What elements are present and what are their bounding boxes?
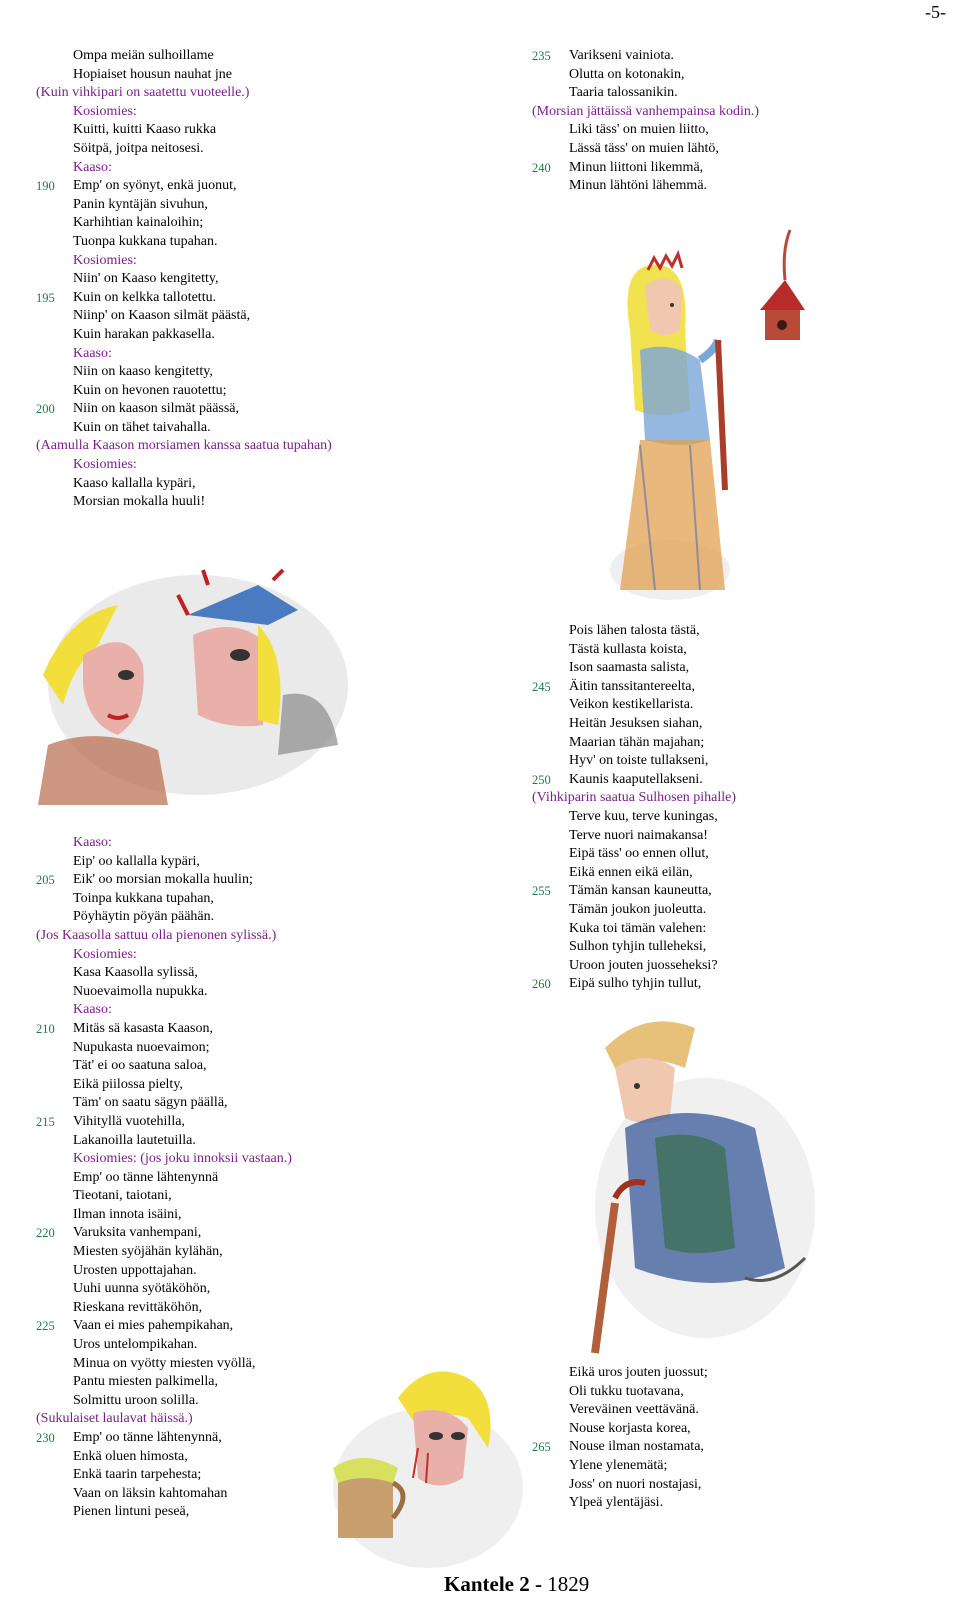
verse-text: Miesten syöjähän kylähän, (73, 1244, 223, 1260)
verse-text: Enkä taarin tarpehesta; (73, 1467, 202, 1483)
verse-text: Rieskana revittäköhön, (73, 1299, 203, 1315)
verse-text: Enkä oluen himosta, (73, 1448, 188, 1464)
verse-text: Eipä sulho tyhjin tullut, (569, 976, 702, 992)
verse-text: Lakanoilla lautetuilla. (73, 1132, 196, 1148)
stage-direction: (Morsian jättäissä vanhempainsa kodin.) (532, 103, 760, 119)
illustration-woman-with-birdhouse (560, 210, 810, 610)
line-number: 250 (532, 772, 551, 787)
verse-text: Tät' ei oo saatuna saloa, (73, 1058, 207, 1074)
stage-direction: (Sukulaiset laulavat häissä.) (36, 1411, 193, 1427)
verse-text: Kuin harakan pakkasella. (73, 326, 215, 342)
verse-text: Emp' on syönyt, enkä juonut, (73, 178, 237, 194)
verse-text: Tämän kansan kauneutta, (569, 883, 712, 899)
verse-text: Emp' oo tänne lähtenynnä (73, 1169, 219, 1185)
verse-text: Eikä uros jouten juossut; (569, 1365, 708, 1380)
verse-text: Tieotani, taiotani, (73, 1188, 172, 1204)
verse-text: Eik' oo morsian mokalla huulin; (73, 872, 253, 888)
verse-text: Nupukasta nuoevaimon; (73, 1039, 210, 1055)
line-number: 225 (36, 1319, 55, 1334)
line-number: 245 (532, 679, 551, 694)
line-number: 200 (36, 402, 55, 417)
line-number: 190 (36, 179, 55, 194)
speaker-label: Kosiomies: (73, 252, 137, 268)
verse-text: Vaan on läksin kahtomahan (73, 1485, 228, 1501)
verse-text: Eikä ennen eikä eilän, (569, 864, 693, 880)
line-number: 240 (532, 160, 551, 175)
speaker-label: Kosiomies: (jos joku innoksii vastaan.) (73, 1151, 292, 1167)
verse-text: Hopiaiset housun nauhat jne (73, 66, 233, 82)
verse-text: Mitäs sä kasasta Kaason, (73, 1020, 213, 1036)
speaker-label: Kaaso: (73, 835, 112, 850)
illustration-woman-with-mug (328, 1358, 528, 1568)
verse-text: Nouse ilman nostamata, (569, 1439, 704, 1455)
footer-book-title: Kantele 2 (444, 1572, 530, 1596)
verse-text: Panin kyntäjän sivuhun, (73, 196, 208, 212)
verse-text: Ylpeä ylentäjäsi. (569, 1495, 664, 1511)
stage-direction: (Jos Kaasolla sattuu olla pienonen sylissä.) (36, 927, 277, 943)
footer-year: 1829 (547, 1572, 590, 1596)
verse-text: Olutta on kotonakin, (569, 66, 685, 82)
verse-text: Varikseni vainiota. (569, 48, 674, 63)
line-number: 215 (36, 1114, 55, 1129)
page-number: -5- (925, 2, 946, 22)
verse-text: Ilman innota isäini, (73, 1206, 182, 1222)
speaker-label: Kosiomies: (73, 457, 137, 473)
stage-direction: (Kuin vihkipari on saatettu vuoteelle.) (36, 85, 250, 101)
verse-text: Solmittu uroon solilla. (73, 1392, 199, 1408)
verse-text: Ylene ylenemätä; (569, 1457, 668, 1473)
verse-text: Minun lähtöni lähemmä. (569, 178, 708, 194)
stage-direction: (Vihkiparin saatua Sulhosen pihalle) (532, 790, 737, 806)
line-number: 195 (36, 290, 55, 305)
verse-text: Niin' on Kaaso kengitetty, (73, 271, 219, 287)
verse-text: Liki täss' on muien liitto, (569, 122, 709, 138)
illustration-two-faces (28, 555, 348, 805)
verse-text: Kaaso kallalla kypäri, (73, 475, 196, 491)
verse-text: Täm' on saatu sägyn päällä, (73, 1095, 228, 1111)
line-number: 235 (532, 49, 551, 63)
verse-text: Lässä täss' on muien lähtö, (569, 140, 719, 156)
verse-text: Eip' oo kallalla kypäri, (73, 853, 200, 869)
verse-text: Pöyhäytin pöyän päähän. (73, 909, 215, 925)
speaker-label: Kosiomies: (73, 103, 137, 119)
verse-text: Vihityllä vuotehilla, (73, 1113, 185, 1129)
line-number: 220 (36, 1226, 55, 1241)
verse-text: Morsian mokalla huuli! (73, 494, 206, 510)
line-number: 230 (36, 1431, 55, 1445)
verse-text: Nuoevaimolla nupukka. (73, 983, 208, 999)
verse-text: Hyv' on toiste tullakseni, (569, 753, 709, 769)
verse-text: Pienen lintuni peseä, (73, 1504, 190, 1520)
verse-text: Terve nuori naimakansa! (569, 827, 708, 843)
verse-text: Ompa meiän sulhoillame (73, 48, 214, 63)
line-number: 210 (36, 1021, 55, 1036)
verse-text: Tästä kullasta koista, (569, 641, 687, 657)
verse-text: Äitin tanssitantereelta, (569, 678, 695, 694)
line-number: 265 (532, 1440, 551, 1455)
verse-text: Pantu miesten palkimella, (73, 1374, 219, 1390)
verse-text: Uros untelompikahan. (73, 1337, 198, 1353)
verse-text: Emp' oo tänne lähtenynnä, (73, 1430, 222, 1445)
verse-text: Tuonpa kukkana tupahan. (73, 233, 218, 249)
verse-text: Niin on kaason silmät päässä, (73, 401, 240, 417)
verse-text: Pois lähen talosta tästä, (569, 623, 700, 638)
verse-text: Maarian tähän majahan; (569, 734, 705, 750)
verse-text: Kuitti, kuitti Kaaso rukka (73, 122, 217, 138)
verse-text: Kuka toi tämän valehen: (569, 920, 707, 936)
verse-text: Karhihtian kainaloihin; (73, 215, 204, 231)
verse-text: Niin on kaaso kengitetty, (73, 364, 213, 380)
verse-text: Oli tukku tuotavana, (569, 1383, 684, 1399)
verse-text: Kasa Kaasolla sylissä, (73, 965, 198, 981)
verse-text: Minun liittoni likemmä, (569, 159, 704, 175)
footer-title (444, 1572, 589, 1597)
verse-text: Varuksita vanhempani, (73, 1225, 202, 1241)
verse-text: Toinpa kukkana tupahan, (73, 890, 214, 906)
verse-text: Eikä piilossa pielty, (73, 1076, 183, 1092)
verse-text: Kaunis kaaputellakseni. (569, 771, 703, 787)
verse-text: Uuhi uunna syötäköhön, (73, 1281, 211, 1297)
speaker-label: Kaaso: (73, 1002, 112, 1018)
illustration-old-man-with-cane (565, 1008, 825, 1358)
verse-text: Vereväinen veettävänä. (569, 1402, 699, 1418)
stage-direction: (Aamulla Kaason morsiamen kanssa saatua tupahan) (36, 438, 332, 454)
verse-text: Kuin on tähet taivahalla. (73, 419, 211, 435)
line-number: 260 (532, 977, 551, 992)
footer-separator: - (529, 1572, 548, 1596)
verse-text: Veikon kestikellarista. (569, 697, 694, 713)
speaker-label: Kosiomies: (73, 946, 137, 962)
verse-text: Joss' on nuori nostajasi, (569, 1476, 702, 1492)
verse-text: Söitpä, joitpa neitosesi. (73, 140, 204, 156)
speaker-label: Kaaso: (73, 345, 112, 361)
verse-text: Heitän Jesuksen siahan, (569, 715, 703, 731)
line-number: 205 (36, 873, 55, 888)
verse-text: Minua on vyötty miesten vyöllä, (73, 1355, 256, 1371)
verse-text: Vaan ei mies pahempikahan, (73, 1318, 234, 1334)
speaker-label: Kaaso: (73, 159, 112, 175)
verse-text: Kuin on kelkka tallotettu. (73, 289, 217, 305)
line-number: 255 (532, 884, 551, 899)
verse-text: Urosten uppottajahan. (73, 1262, 197, 1278)
verse-text: Tämän joukon juoleutta. (569, 901, 707, 917)
verse-text: Uroon jouten juosseheksi? (569, 957, 718, 973)
verse-text: Kuin on hevonen rauotettu; (73, 382, 227, 398)
verse-text: Terve kuu, terve kuningas, (569, 808, 718, 824)
verse-text: Nouse korjasta korea, (569, 1420, 691, 1436)
verse-text: Eipä täss' oo ennen ollut, (569, 846, 709, 862)
verse-text: Sulhon tyhjin tulleheksi, (569, 939, 707, 955)
verse-text: Niinp' on Kaason silmät päästä, (73, 308, 251, 324)
verse-text: Taaria talossanikin. (569, 85, 678, 101)
verse-text: Ison saamasta salista, (569, 660, 690, 676)
